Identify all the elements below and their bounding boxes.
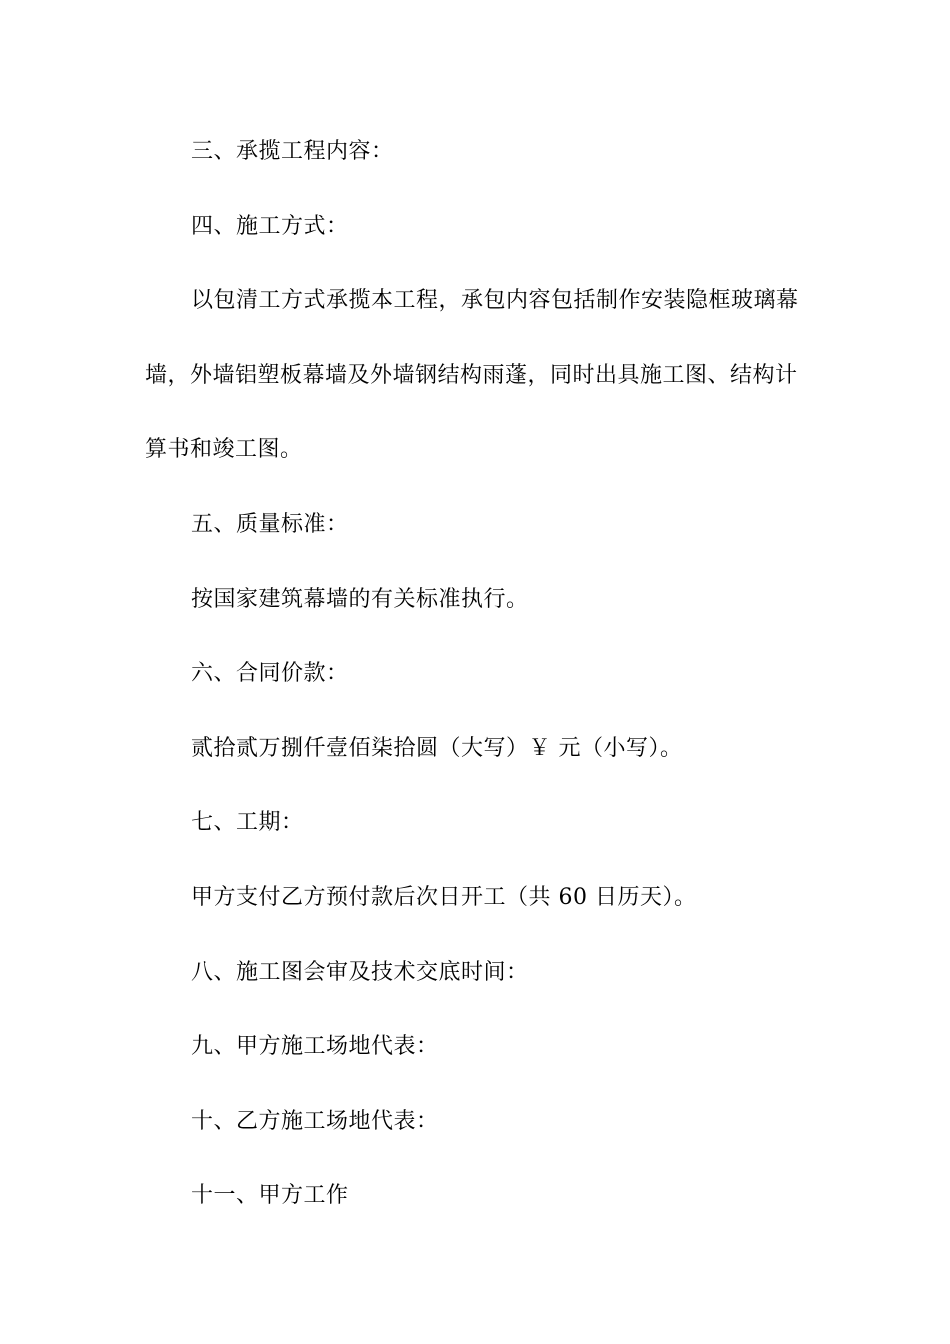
section-11-heading: 十一、甲方工作 [191, 1183, 349, 1208]
section-4-heading: 四、施工方式： [191, 214, 349, 239]
construction-method-paragraph-line-2: 墙，外墙铝塑板幕墙及外墙钢结构雨蓬，同时出具施工图、结构计 [145, 363, 798, 388]
section-3-heading: 三、承揽工程内容： [191, 139, 394, 164]
construction-method-paragraph-line-3: 算书和竣工图。 [145, 437, 303, 462]
contract-price-text: 贰拾贰万捌仟壹佰柒拾圆（大写）￥ 元（小写）。 [191, 736, 683, 761]
duration-text: 甲方支付乙方预付款后次日开工（共 60 日历天）。 [191, 885, 697, 910]
section-6-heading: 六、合同价款： [191, 661, 349, 686]
section-5-heading: 五、质量标准： [191, 512, 349, 537]
quality-standard-text: 按国家建筑幕墙的有关标准执行。 [191, 587, 529, 612]
section-7-heading: 七、工期： [191, 810, 304, 835]
section-9-heading: 九、甲方施工场地代表： [191, 1034, 439, 1059]
section-8-heading: 八、施工图会审及技术交底时间： [191, 960, 529, 985]
section-10-heading: 十、乙方施工场地代表： [191, 1109, 439, 1134]
construction-method-paragraph-line-1: 以包清工方式承揽本工程，承包内容包括制作安装隐框玻璃幕 [191, 288, 799, 313]
